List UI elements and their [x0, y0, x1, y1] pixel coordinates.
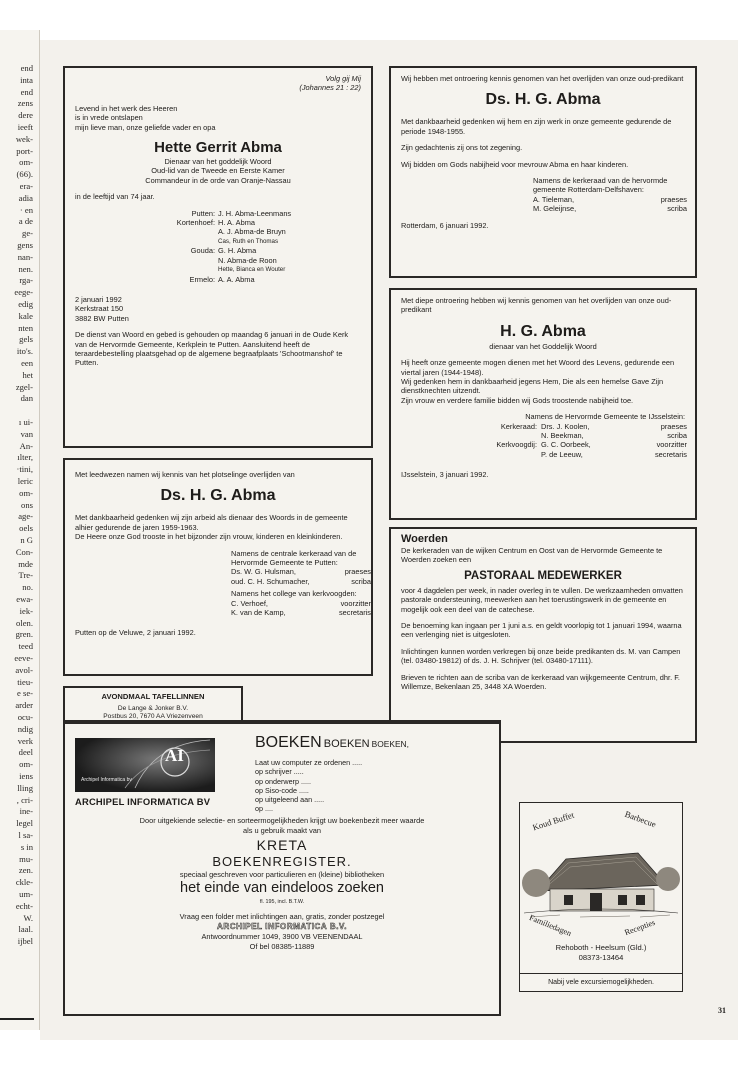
family-place: Gouda: — [190, 246, 215, 256]
margin-fragment: tieu- — [17, 676, 33, 687]
boeken-3: BOEKEN, — [371, 739, 409, 749]
familiedagen: Familiedagen — [528, 912, 573, 939]
signatory-name: Ds. W. G. Hulsman, — [231, 567, 296, 577]
ad-line: speciaal geschreven voor particulieren en (kleine) bibliotheken — [179, 869, 385, 879]
price: fl. 195, incl. B.T.W. — [259, 899, 305, 906]
margin-fragment: W. — [23, 912, 33, 923]
signatory-body: Kerkvoogdij: — [496, 440, 537, 450]
margin-fragment: An- — [19, 440, 33, 451]
venue-tagline: Nabij vele excursiemogelijkheden. — [520, 973, 682, 987]
signature-heading: gemeente Rotterdam-Delfshaven: — [533, 185, 644, 195]
ad-title: AVONDMAAL TAFELLINNEN — [101, 692, 205, 701]
vacancy-title: PASTORAAL MEDEWERKER — [464, 569, 622, 582]
family-member: H. A. Abma — [218, 218, 255, 228]
margin-fragment: avol- — [15, 664, 33, 675]
deceased-name: Ds. H. G. Abma — [160, 487, 276, 505]
margin-fragment: ewa- — [16, 594, 33, 604]
page-number: 31 — [718, 1006, 726, 1015]
rehoboth-info — [520, 943, 682, 963]
margin-fragment: het — [22, 369, 33, 380]
margin-fragment: a de — [18, 216, 33, 227]
signatory-role: voorzitter — [340, 598, 371, 608]
ad-rehoboth — [519, 802, 683, 992]
signatory-role: praeses — [660, 194, 687, 204]
margin-fragment: n G — [20, 535, 33, 545]
signatory-role: scriba — [667, 431, 687, 441]
signatory-name: K. van de Kamp, — [231, 608, 286, 618]
margin-fragment: ı ui- — [18, 417, 33, 427]
place-date: Rotterdam, 6 januari 1992. — [401, 220, 489, 230]
vacancy-paragraph: Brieven te richten aan de scriba van de kerkeraad van wijkgemeente Centrum, dhr. F. Willemze, Bekenlaan 25, 3448 XA Woerden. — [401, 672, 680, 692]
family-place — [75, 265, 215, 274]
family-place — [75, 256, 215, 265]
body-text: Zijn gedachtenis zij ons tot zegening. — [401, 143, 523, 153]
feature-item: Laat uw computer ze ordenen ..... — [255, 758, 363, 767]
feature-item: op onderwerp ..... — [255, 776, 311, 786]
feature-item: op .... — [255, 804, 273, 814]
ad-archipel-content — [63, 722, 501, 1016]
body-text: Zijn vrouw en verdere familie bidden wij Gods troostende nabijheid toe. — [401, 395, 634, 405]
intro-line: Levend in het werk des Heeren — [75, 103, 178, 113]
margin-fragment: zens — [17, 98, 33, 109]
signatory-role: praeses — [344, 567, 371, 577]
margin-fragment: era- — [19, 181, 33, 191]
vacancy-paragraph: Inlichtingen kunnen worden verkregen bij onze beide predikanten ds. M. van Campen (tel. 03480-19812) of ds. J. H. Schrijver (tel. 03480-17111). — [401, 646, 681, 666]
signatory-body: Kerkeraad: — [500, 421, 537, 431]
signature-heading: Namens de centrale kerkeraad van de — [231, 548, 357, 558]
margin-fragment: eege- — [14, 287, 33, 298]
vacancy-paragraph: voor 4 dagdelen per week, in nader overleg in te vullen. De werkzaamheden omvatten pastorale ondersteuning, meewerken aan het toerustingswerk in de gemeente en mogelijk ook een deel van de catechese. — [401, 585, 683, 614]
signatory-body — [475, 450, 537, 459]
margin-fragment: edig — [18, 299, 33, 309]
margin-fragment: laal. — [18, 924, 33, 935]
logo-mark: AI — [165, 746, 184, 765]
intro-line: mijn lieve man, onze geliefde vader en opa — [75, 122, 216, 132]
margin-fragment: port- — [16, 145, 33, 156]
address-line: Kerkstraat 150 — [75, 304, 124, 314]
margin-fragment: om- — [19, 759, 33, 770]
margin-fragment: leric — [17, 476, 33, 486]
company-outline: ARCHIPEL INFORMATICA B.V. — [216, 922, 348, 932]
obituary-family — [63, 66, 373, 448]
ad-line: als u gebruik maakt van — [242, 825, 322, 835]
body-text: Met dankbaarheid gedenken wij hem en zijn werk in onze gemeente gedurende de periode 1948-1955. — [401, 117, 672, 136]
signatory-name: P. de Leeuw, — [541, 449, 583, 459]
margin-fragment: rga- — [19, 275, 33, 286]
body-text: Met dankbaarheid gedenken wij zijn arbeid als dienaar des Woords in de gemeente alhier gedurende de jaren 1959-1963. — [75, 513, 348, 532]
family-place — [75, 227, 215, 236]
ad-body — [71, 816, 493, 952]
signatory-body — [475, 431, 537, 440]
body-text: Hij heeft onze gemeente mogen dienen met het Woord des Levens, gedurende een viertal jaren (1944-1948). — [401, 358, 675, 377]
margin-fragment: kale — [18, 310, 33, 321]
margin-fragment: dan — [20, 393, 33, 404]
deceased-name: Ds. H. G. Abma — [485, 91, 601, 109]
signature-rows — [475, 422, 685, 460]
intro-line: is in vrede ontslapen — [75, 113, 143, 123]
place-date: IJsselstein, 3 januari 1992. — [401, 470, 489, 480]
signature-rows — [231, 567, 371, 586]
place-date: Putten op de Veluwe, 2 januari 1992. — [75, 628, 196, 638]
family-list — [75, 209, 361, 284]
margin-fragment: gens — [17, 240, 33, 250]
margin-fragment: olen. — [16, 617, 33, 628]
margin-fragment: , cri- — [16, 794, 33, 805]
margin-fragment: dere — [18, 110, 33, 121]
margin-fragment: ine- — [19, 806, 33, 817]
signatory-role: secretaris — [654, 449, 687, 459]
feature-item: op uitgeleend aan ..... — [255, 795, 325, 805]
address-line: 3882 BW Putten — [75, 313, 129, 323]
margin-fragment: om- — [19, 157, 33, 168]
margin-fragment: arder — [15, 700, 33, 711]
ad-line: Door uitgekiende selectie- en sorteermogelijkheden krijgt uw boekenbezit meer waarde — [139, 816, 425, 825]
margin-fragment: um- — [19, 889, 33, 899]
ad-line: Antwoordnummer 1049, 3900 VB VEENENDAAL — [201, 931, 363, 941]
margin-fragment: ijbel — [17, 936, 33, 947]
margin-fragment: lling — [17, 782, 33, 793]
family-place: Ermelo: — [189, 274, 215, 284]
margin-fragment: zen. — [18, 865, 33, 876]
recepties: Recepties — [623, 917, 657, 938]
margin-fragment: inta — [20, 74, 33, 85]
obituary-rotterdam — [389, 66, 697, 278]
signatory-role: scriba — [351, 576, 371, 586]
margin-fragment: ge- — [22, 228, 33, 239]
signatory-name: C. Verhoef, — [231, 598, 268, 608]
margin-fragment: om- — [19, 487, 33, 498]
obituary-putten — [63, 458, 373, 676]
margin-fragment: e se- — [17, 688, 33, 699]
boekenregister: BOEKENREGISTER. — [212, 853, 352, 869]
family-place — [75, 237, 215, 246]
signatory-name: oud. C. H. Schumacher, — [231, 576, 310, 586]
margin-fragment: end — [20, 63, 33, 73]
body-text: De Heere onze God trooste in het bijzonder zijn vrouw, kinderen en kleinkinderen. — [75, 532, 343, 542]
family-member: A. A. Abma — [218, 274, 255, 284]
obituary-ijsselstein — [389, 288, 697, 520]
margin-fragment: ılter, — [17, 452, 33, 463]
margin-fragment: iens — [19, 771, 33, 781]
margin-fragment: Con- — [15, 546, 33, 557]
family-place: Kortenhoef: — [176, 218, 215, 228]
intro-line: Met diepe ontroering hebben wij kennis genomen van het overlijden van onze oud-predikant — [401, 296, 672, 315]
margin-fragment: ieeft — [17, 122, 33, 132]
ad-line: Vraag een folder met inlichtingen aan, gratis, zonder postzegel — [179, 912, 385, 922]
vacancy-paragraph: De benoeming kan ingaan per 1 juni a.s. en geldt voorlopig tot 1 januari 1994, waarna een verlenging niet is uitgesloten. — [401, 621, 682, 640]
margin-fragment: nan- — [17, 251, 33, 262]
signature-rows — [533, 195, 685, 214]
vacancy-intro: De kerkeraden van de wijken Centrum en Oost van de Hervormde Gemeente te Woerden zoeken een — [401, 546, 663, 565]
boeken-1: BOEKEN — [255, 734, 322, 751]
margin-fragment: · en — [19, 204, 33, 215]
deceased-name: Hette Gerrit Abma — [154, 139, 282, 157]
margin-fragment: (66). — [16, 169, 33, 180]
logo-text: Archipel Informatica bv — [81, 777, 132, 783]
signatory-name: M. Geleijnse, — [533, 204, 577, 214]
barbecue: Barbecue — [623, 808, 658, 830]
boeken-heading — [255, 734, 409, 751]
margin-fragment: mde — [18, 558, 33, 569]
motto-line-2: (Johannes 21 : 22) — [299, 83, 361, 93]
margin-fragment: deel — [18, 747, 33, 758]
margin-fragment: nten — [18, 322, 33, 333]
margin-fragment: no. — [22, 582, 33, 593]
body-text: Wij gedenken hem in dankbaarheid jegens Hem, Die als een hemelse Gave Zijn dienstknechten uitzendt. — [401, 377, 664, 396]
margin-fragment: legel — [16, 818, 33, 829]
slogan: het einde van eindeloos zoeken — [180, 880, 384, 897]
intro-line: Wij hebben met ontroering kennis genomen van het overlijden van onze oud-predikant — [401, 74, 684, 83]
ad-line: De Lange & Jonker B.V. — [117, 705, 189, 713]
family-member: Cas, Ruth en Thomas — [218, 237, 279, 245]
motto-line-1: Volg gij Mij — [325, 74, 361, 83]
farmhouse-drawing — [520, 809, 681, 933]
margin-fragment: eeve- — [14, 653, 33, 663]
signatory-name: G. C. Oorbeek, — [541, 440, 591, 450]
margin-fragment: oels — [19, 523, 33, 534]
margin-fragment: ·tini, — [16, 464, 33, 475]
margin-fragment: gels — [19, 334, 33, 345]
signatory-role: praeses — [660, 421, 687, 431]
signatory-role: secretaris — [338, 608, 371, 618]
ad-line: Of bel 08385-11889 — [249, 941, 315, 951]
margin-fragment: Tre- — [18, 570, 33, 581]
boeken-2: BOEKEN — [323, 738, 370, 750]
family-place: Putten: — [191, 208, 215, 218]
signatory-role: scriba — [667, 204, 687, 214]
margin-fragment: gren. — [15, 629, 33, 640]
margin-fragment: ito's. — [16, 346, 33, 357]
margin-fragment: s in — [20, 841, 33, 852]
kreta: KRETA — [256, 836, 308, 853]
address-line: 2 januari 1992 — [75, 294, 122, 304]
deceased-subtitle: dienaar van het Goddelijk Woord — [489, 341, 597, 351]
margin-fragment: een — [21, 358, 33, 368]
signature-heading: Namens het college van kerkvoogden: — [231, 589, 357, 599]
margin-rule — [0, 1018, 34, 1020]
vacancy-heading: Woerden — [401, 533, 448, 545]
signature-heading: Namens de kerkeraad van de hervormde — [533, 176, 668, 186]
margin-fragment: l sa- — [18, 830, 33, 840]
family-member: N. Abma-de Roon — [218, 255, 277, 265]
margin-fragment: echt- — [15, 900, 33, 911]
body-text: Wij bidden om Gods nabijheid voor mevrouw Abma en haar kinderen. — [401, 159, 629, 169]
margin-fragment: verk — [17, 735, 33, 746]
venue-phone: 08373-13464 — [578, 952, 624, 962]
venue-name: Rehoboth - Heelsum (Gld.) — [555, 943, 647, 952]
margin-fragment: mu- — [19, 853, 33, 864]
family-member: G. H. Abma — [218, 246, 257, 256]
feature-list — [255, 758, 362, 814]
signature-rows — [231, 598, 371, 618]
intro-line: Met leedwezen namen wij kennis van het plotselinge overlijden van — [75, 470, 295, 479]
margin-fragment: teed — [18, 641, 33, 652]
vacancy-woerden — [389, 527, 697, 743]
age-line: in de leeftijd van 74 jaar. — [75, 192, 155, 202]
service-text: De dienst van Woord en gebed is gehouden op maandag 6 januari in de Oude Kerk van de Hervormde Gemeente, Kerkplein te Putten. Aansluitend heeft de teraardebestelling plaatsgehad op de algemene begraafplaats 'Schootmanshof' te Putten. — [75, 330, 349, 368]
signatory-name: Drs. J. Koolen, — [541, 421, 590, 431]
margin-fragment: ckle- — [15, 877, 33, 888]
margin-fragment: ons — [21, 499, 33, 510]
family-member: A. J. Abma-de Bruyn — [218, 227, 286, 237]
signatory-role: voorzitter — [656, 440, 687, 450]
margin-fragment: iek- — [19, 605, 33, 616]
margin-fragment: end — [20, 86, 33, 97]
margin-fragment: age- — [18, 511, 33, 522]
title-line: Commandeur in de orde van Oranje-Nassau — [145, 175, 291, 185]
title-line: Dienaar van het goddelijk Woord — [164, 157, 272, 167]
margin-fragment: ndig — [17, 723, 33, 734]
company-name: ARCHIPEL INFORMATICA BV — [75, 796, 211, 807]
margin-fragment: wek- — [15, 133, 33, 144]
title-line: Oud-lid van de Tweede en Eerste Kamer — [151, 166, 285, 176]
koud-buffet: Koud Buffet — [531, 809, 576, 833]
margin-fragment: adia — [18, 192, 33, 203]
margin-fragment: zgel- — [15, 381, 33, 392]
signature-heading: Hervormde Gemeente te Putten: — [231, 558, 338, 568]
feature-item: op schrijver ..... — [255, 767, 304, 777]
margin-fragment: nen. — [18, 263, 33, 274]
deceased-name: H. G. Abma — [500, 322, 586, 340]
family-member: J. H. Abma-Leenmans — [218, 208, 292, 218]
margin-fragment: ocu- — [17, 712, 33, 722]
feature-item: op Siso-code ..... — [255, 785, 309, 795]
margin-fragment: van — [20, 428, 33, 439]
archipel-logo — [75, 738, 215, 792]
family-member: Hette, Bianca en Wouter — [218, 266, 286, 274]
ad-line: Postbus 20, 7670 AA Vriezenveen — [103, 713, 203, 721]
signatory-name: N. Beekman, — [541, 431, 584, 441]
signature-heading: Namens de Hervormde Gemeente te IJsselstein: — [525, 412, 685, 422]
signatory-name: A. Tieleman, — [533, 194, 575, 204]
